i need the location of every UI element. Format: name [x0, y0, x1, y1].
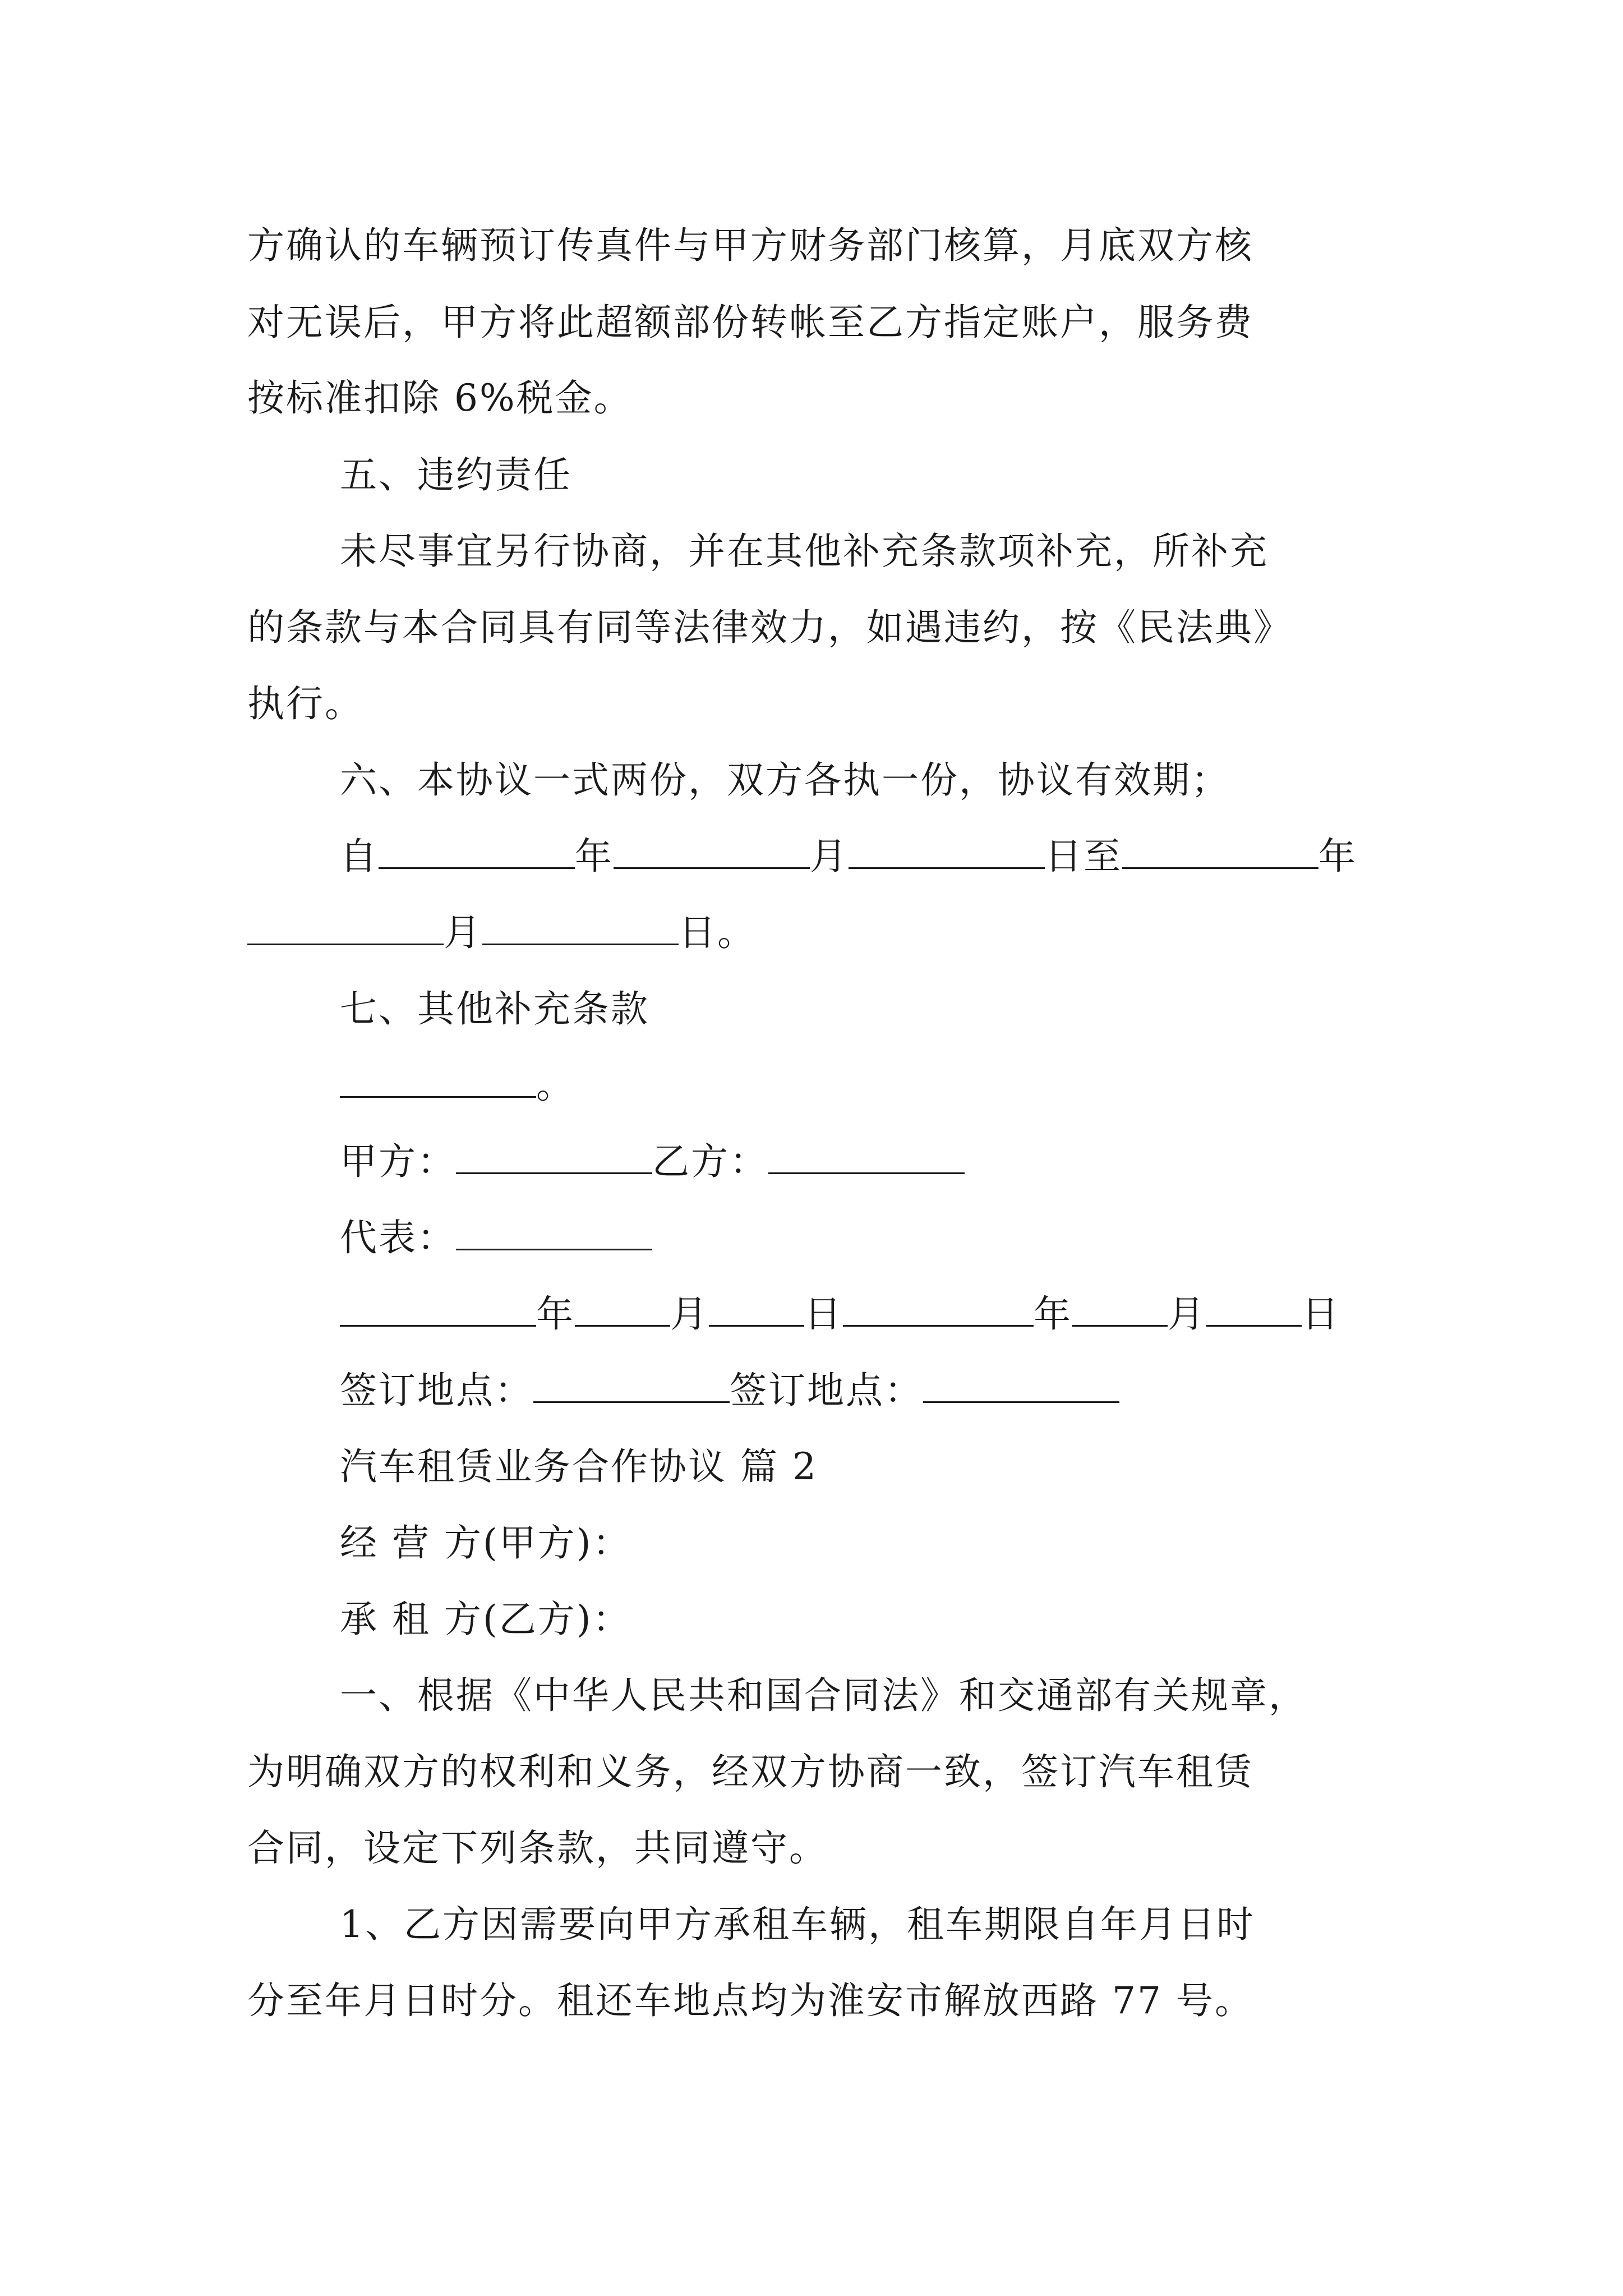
term-day: 日。	[679, 911, 756, 954]
date-year: 年	[1034, 1292, 1072, 1336]
date-month: 月	[1168, 1292, 1206, 1336]
blank-field	[456, 1140, 652, 1174]
parties-line	[340, 1134, 965, 1190]
text-line: 六、本协议一式两份，双方各执一份，协议有效期；	[340, 758, 1230, 802]
term-line	[340, 829, 1357, 885]
date-year: 年	[536, 1292, 575, 1336]
place-b-label: 签订地点：	[730, 1369, 923, 1412]
blank-field	[456, 1216, 652, 1250]
term-year2: 年	[1318, 835, 1357, 878]
party-a-label: 甲方：	[340, 1140, 456, 1183]
text-line: 的条款与本合同具有同等法律效力，如遇违约，按《民法典》	[247, 606, 1292, 649]
text-line: 方确认的车辆预订传真件与甲方财务部门核算，月底双方核	[247, 224, 1253, 267]
date-line	[340, 1286, 1340, 1342]
place-line	[340, 1363, 1119, 1419]
term-month: 月	[444, 911, 482, 954]
place-a-label: 签订地点：	[340, 1369, 533, 1412]
blank-field	[247, 911, 444, 945]
blank-field	[843, 1292, 1034, 1327]
term-line-2	[247, 905, 756, 961]
operator-line: 经 营 方(甲方)：	[340, 1521, 631, 1565]
blank-field	[533, 1369, 730, 1403]
blank-field	[340, 1292, 536, 1327]
document-title: 汽车租赁业务合作协议 篇 2	[340, 1445, 818, 1488]
representative-line	[340, 1210, 652, 1266]
text-line: 为明确双方的权利和义务，经双方协商一致，签订汽车租赁	[247, 1750, 1253, 1793]
blank-field	[340, 1064, 536, 1098]
text-line: 一、根据《中华人民共和国合同法》和交通部有关规章，	[340, 1674, 1307, 1717]
text-line: 按标准扣除 6%税金。	[247, 376, 633, 420]
blank-field	[482, 911, 679, 945]
text-line: 未尽事宜另行协商，并在其他补充条款项补充，所补充	[340, 530, 1269, 573]
blank-field	[1072, 1292, 1168, 1327]
term-day-to: 日至	[1045, 835, 1122, 878]
section-heading: 七、其他补充条款	[340, 987, 649, 1030]
text-line: 执行。	[247, 682, 363, 725]
blank-field	[1122, 835, 1318, 869]
text-line: 分至年月日时分。租还车地点均为淮安市解放西路 77 号。	[247, 1979, 1253, 2022]
blank-field	[923, 1369, 1119, 1403]
text-line: 1、乙方因需要向甲方承租车辆，租车期限自年月日时	[340, 1903, 1255, 1946]
blank-field	[768, 1140, 965, 1174]
date-day: 日	[1302, 1292, 1340, 1336]
term-month: 月	[810, 835, 849, 878]
blank-field	[1206, 1292, 1302, 1327]
blank-field	[614, 835, 810, 869]
lessee-line: 承 租 方(乙方)：	[340, 1598, 631, 1641]
date-day: 日	[804, 1292, 843, 1336]
section-heading: 五、违约责任	[340, 453, 572, 496]
text-line: 对无误后，甲方将此超额部份转帐至乙方指定账户，服务费	[247, 301, 1253, 344]
term-from: 自	[340, 835, 379, 878]
text-line: 合同，设定下列条款，共同遵守。	[247, 1826, 828, 1870]
date-month: 月	[670, 1292, 709, 1336]
blank-field	[379, 835, 575, 869]
blank-field	[709, 1292, 804, 1327]
blank-field	[575, 1292, 670, 1327]
term-year: 年	[575, 835, 614, 878]
representative-label: 代表：	[340, 1216, 456, 1259]
blank-field	[849, 835, 1045, 869]
period: 。	[536, 1064, 575, 1107]
supplementary-blank-line	[340, 1057, 575, 1114]
party-b-label: 乙方：	[652, 1140, 768, 1183]
